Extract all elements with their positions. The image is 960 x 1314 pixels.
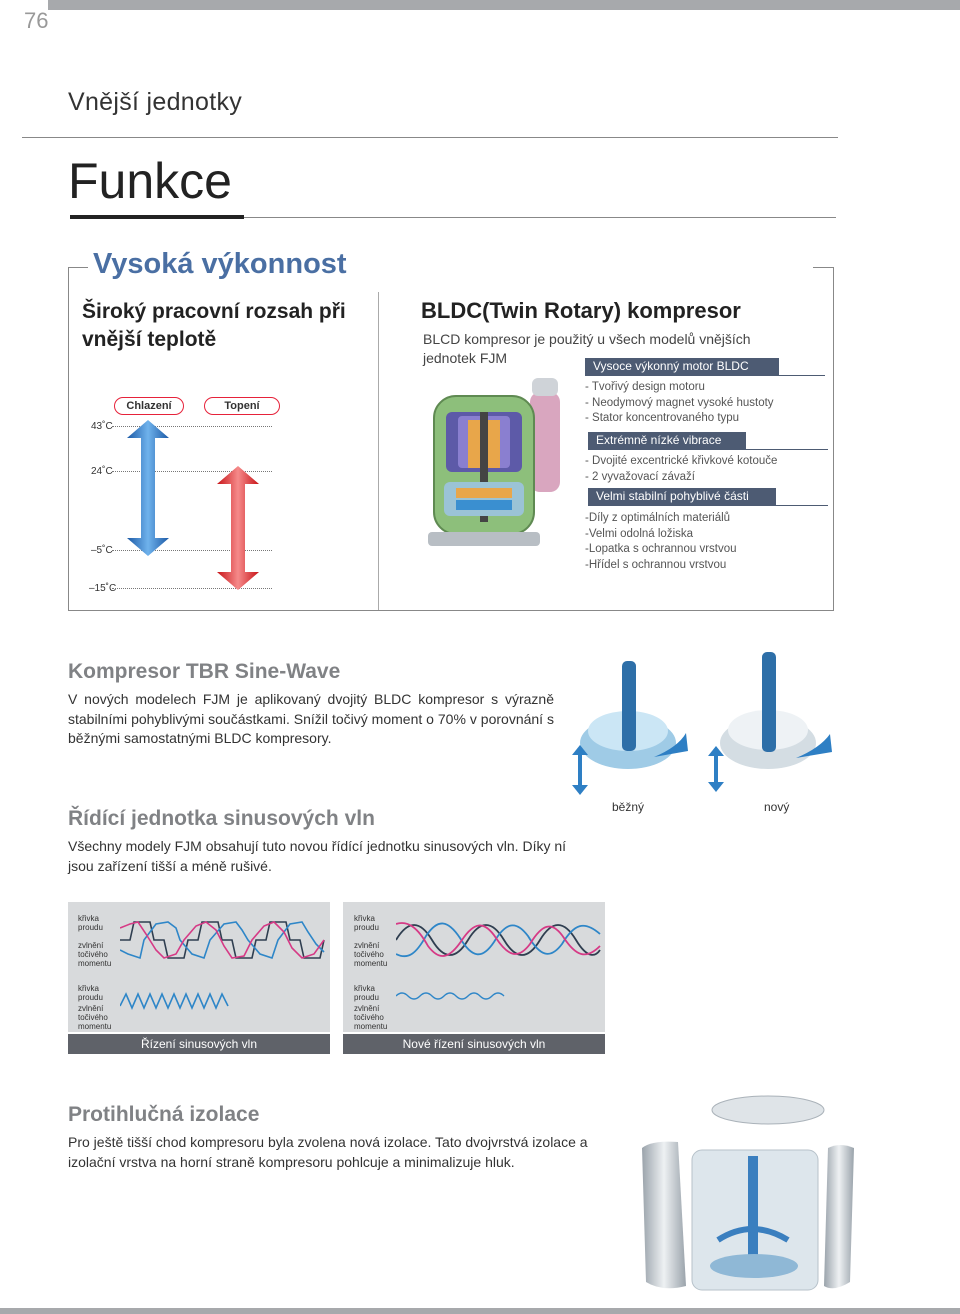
frame-edge <box>833 267 834 611</box>
temp-label: –5˚C <box>91 545 113 556</box>
rotor-new-image <box>708 648 833 793</box>
feature-item: - Dvojité excentrické křivkové kotouče <box>585 455 778 467</box>
wave-label: křivka proudu <box>78 984 103 1002</box>
wave-label: zvlnění točivého momentu <box>78 1004 112 1031</box>
wave-label: zvlnění točivého momentu <box>354 1004 388 1031</box>
feature-item: -Lopatka s ochrannou vrstvou <box>585 543 737 555</box>
noise-text: Pro ještě tišší chod kompresoru byla zvolena nová izolace. Tato dvojvrstvá izolace a izolační vrstva na horní straně kompresoru pohlcuje a minimalizuje hluk. <box>68 1134 588 1170</box>
group-title: Velmi stabilní pohyblivé části <box>596 489 749 503</box>
cooling-pill <box>114 397 184 415</box>
feature-item: - Tvořivý design motoru <box>585 381 705 393</box>
title-rule <box>244 217 836 218</box>
feature-item: - 2 vyvažovací závaží <box>585 470 695 483</box>
feature-item: - Neodymový magnet vysoké hustoty <box>585 396 774 409</box>
group-title: Extrémně nízké vibrace <box>596 433 722 447</box>
frame-edge <box>68 267 69 611</box>
compressor-heading: BLDC(Twin Rotary) kompresor <box>421 298 741 323</box>
wave-label: křivka proudu <box>78 914 103 932</box>
caption-left: Řízení sinusových vln <box>68 1034 330 1054</box>
compressor-cutaway-image <box>422 372 582 552</box>
group-banner <box>588 488 776 505</box>
sine-text: Všechny modely FJM obsahují tuto novou řídící jednotku sinusových vln. Díky ní jsou zařízení tišší a méně rušivé. <box>68 838 567 874</box>
temp-label: 43˚C <box>91 421 113 432</box>
waveform-current-old <box>120 910 325 970</box>
page-number: 76 <box>24 8 49 33</box>
tbr-heading: Kompresor TBR Sine-Wave <box>68 660 341 683</box>
caption-right: Nové řízení sinusových vln <box>343 1034 605 1054</box>
frame-edge <box>68 267 88 268</box>
feature-list <box>585 511 737 573</box>
waveform-current-new <box>396 910 601 970</box>
frame-edge <box>813 267 833 268</box>
label-new: nový <box>764 800 790 814</box>
label-old: běžný <box>612 800 645 814</box>
temp-label: 24˚C <box>91 466 113 477</box>
heating-label: Topení <box>224 400 260 412</box>
title-underline <box>70 215 244 219</box>
page-title: Funkce <box>68 153 232 209</box>
waveform-torque-old <box>120 988 230 1018</box>
range-heading: Široký pracovní rozsah při vnější teplotě <box>82 300 346 351</box>
group-banner <box>585 358 779 375</box>
wave-label: zvlnění točivého momentu <box>354 941 388 968</box>
top-bar <box>48 0 960 10</box>
wave-label: křivka proudu <box>354 914 379 932</box>
feature-item: -Velmi odolná ložiska <box>585 527 694 540</box>
insulation-image <box>628 1090 860 1300</box>
performance-heading: Vysoká výkonnost <box>93 248 347 280</box>
tbr-text: V nových modelech FJM je aplikovaný dvojitý BLDC kompresor s výrazně stabilními pohyblivými součástkami. Snížil točivý moment o 70% v porovnání s běžnými samostatnými BLDC kompresory. <box>68 691 554 746</box>
feature-item: -Hřídel s ochrannou vrstvou <box>585 558 727 571</box>
group-title: Vysoce výkonný motor BLDC <box>593 359 749 373</box>
bottom-bar <box>0 1308 960 1314</box>
cooling-label: Chlazení <box>126 400 172 412</box>
cooling-arrow <box>125 418 171 558</box>
wave-label: křivka proudu <box>354 984 379 1002</box>
feature-item: - Stator koncentrovaného typu <box>585 412 740 424</box>
noise-heading: Protihlučná izolace <box>68 1103 260 1126</box>
frame-edge <box>68 610 834 611</box>
column-divider <box>378 292 379 610</box>
section-title: Vnější jednotky <box>68 88 243 116</box>
feature-list <box>585 454 777 485</box>
feature-item: -Díly z optimálních materiálů <box>585 512 731 524</box>
compressor-text: BLCD kompresor je použitý u všech modelů vnějších jednotek FJM <box>423 331 751 366</box>
heating-arrow <box>215 464 261 592</box>
feature-list <box>585 380 774 427</box>
rotor-old-image <box>570 655 690 795</box>
banner-rule <box>585 375 825 376</box>
wave-label: zvlnění točivého momentu <box>78 941 112 968</box>
temp-label: –15˚C <box>89 583 117 594</box>
waveform-torque-new <box>396 988 506 1008</box>
section-rule <box>22 137 838 138</box>
banner-rule <box>588 449 828 450</box>
sine-heading: Řídící jednotka sinusových vln <box>68 807 375 830</box>
banner-rule <box>588 505 828 506</box>
heating-pill <box>204 397 280 415</box>
group-banner <box>588 432 746 449</box>
